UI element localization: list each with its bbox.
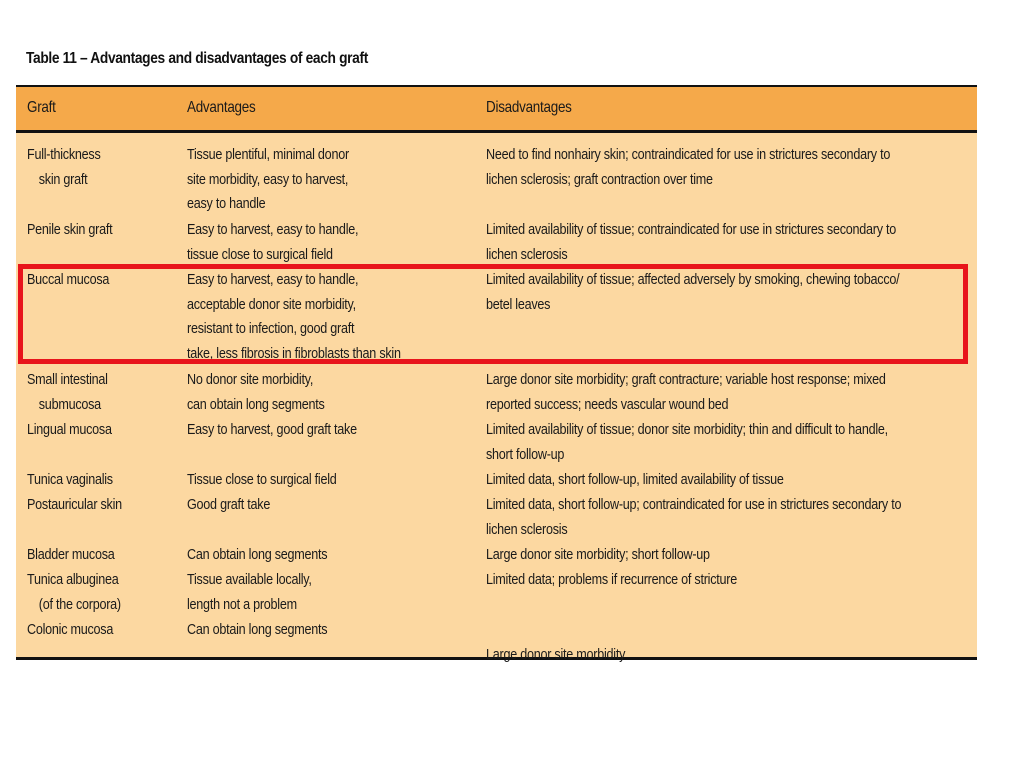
cell-advantages	[187, 368, 325, 417]
cell-line: lichen sclerosis	[486, 520, 568, 538]
cell-line: lichen sclerosis; graft contraction over time	[486, 170, 713, 188]
cell-graft	[27, 493, 122, 518]
cell-line: acceptable donor site morbidity,	[187, 295, 356, 313]
cell-advantages	[187, 143, 349, 217]
cell-line: Tunica albuginea	[27, 571, 119, 588]
cell-line: Large donor site morbidity; short follow-up	[486, 546, 710, 563]
cell-line: Limited data; problems if recurrence of stricture	[486, 571, 737, 588]
cell-line: betel leaves	[486, 295, 551, 313]
cell-graft	[27, 468, 113, 493]
table-title: Table 11 – Advantages and disadvantages of each graft	[26, 50, 368, 67]
cell-line: Bladder mucosa	[27, 546, 115, 563]
cell-line: tissue close to surgical field	[187, 245, 333, 263]
cell-disadvantages	[486, 218, 896, 267]
cell-line: easy to handle	[187, 195, 266, 213]
cell-advantages	[187, 618, 327, 643]
cell-line: Limited data, short follow-up, limited availability of tissue	[486, 471, 784, 488]
cell-disadvantages	[486, 368, 886, 417]
cell-line: length not a problem	[187, 595, 297, 613]
header-disadvantages: Disadvantages	[486, 99, 572, 116]
cell-line: Easy to harvest, easy to handle,	[187, 271, 359, 288]
cell-line: can obtain long segments	[187, 395, 325, 413]
cell-disadvantages	[486, 268, 899, 317]
cell-advantages	[187, 493, 270, 518]
cell-advantages	[187, 568, 312, 617]
header-advantages: Advantages	[187, 99, 256, 116]
cell-line: take, less fibrosis in fibroblasts than skin	[187, 345, 401, 363]
cell-advantages	[187, 218, 358, 267]
cell-disadvantages	[486, 543, 710, 568]
cell-line: Penile skin graft	[27, 221, 113, 238]
cell-line: Limited availability of tissue; contraindicated for use in strictures secondary to	[486, 221, 897, 238]
cell-disadvantages	[486, 618, 625, 667]
cell-advantages	[187, 468, 337, 493]
cell-line: (of the corpora)	[38, 595, 121, 613]
cell-line: No donor site morbidity,	[187, 371, 314, 388]
cell-advantages	[187, 543, 327, 568]
cell-line: Full-thickness	[27, 146, 101, 163]
cell-graft	[27, 618, 113, 643]
cell-line: Limited data, short follow-up; contraindicated for use in strictures secondary to	[486, 496, 902, 513]
cell-disadvantages	[486, 418, 888, 467]
cell-graft	[27, 418, 112, 443]
cell-line: short follow-up	[486, 445, 565, 463]
cell-line	[486, 618, 625, 643]
cell-line: site morbidity, easy to harvest,	[187, 170, 349, 188]
cell-line: Good graft take	[187, 496, 271, 513]
cell-disadvantages	[486, 568, 737, 593]
cell-line: Can obtain long segments	[187, 621, 328, 638]
cell-line: reported success; needs vascular wound bed	[486, 395, 729, 413]
cell-line: Easy to harvest, easy to handle,	[187, 221, 359, 238]
cell-graft	[27, 143, 101, 192]
cell-line: Lingual mucosa	[27, 421, 112, 438]
graft-table	[16, 85, 977, 663]
cell-line: lichen sclerosis	[486, 245, 568, 263]
cell-line: Tissue close to surgical field	[187, 471, 337, 488]
cell-line: Colonic mucosa	[27, 621, 114, 638]
cell-line: Small intestinal	[27, 371, 108, 388]
cell-line: Can obtain long segments	[187, 546, 328, 563]
cell-disadvantages	[486, 493, 901, 542]
cell-graft	[27, 543, 115, 568]
cell-advantages	[187, 268, 401, 367]
table-header	[16, 87, 977, 133]
cell-line: Need to find nonhairy skin; contraindicated for use in strictures secondary to	[486, 146, 891, 163]
cell-line: Tissue available locally,	[187, 571, 312, 588]
cell-line: Large donor site morbidity; graft contracture; variable host response; mixed	[486, 371, 886, 388]
cell-line: Easy to harvest, good graft take	[187, 421, 357, 438]
header-graft: Graft	[27, 99, 56, 116]
cell-disadvantages	[486, 143, 890, 192]
cell-graft	[27, 268, 109, 293]
cell-line: resistant to infection, good graft	[187, 320, 355, 338]
cell-line: Postauricular skin	[27, 496, 122, 513]
cell-line: Buccal mucosa	[27, 271, 110, 288]
cell-line: Limited availability of tissue; donor site morbidity; thin and difficult to handle,	[486, 421, 888, 438]
cell-graft	[27, 368, 108, 417]
cell-graft	[27, 218, 112, 243]
cell-advantages	[187, 418, 357, 443]
cell-line: Tunica vaginalis	[27, 471, 113, 488]
cell-line: submucosa	[38, 395, 101, 413]
cell-line: Tissue plentiful, minimal donor	[187, 146, 349, 163]
cell-disadvantages	[486, 468, 784, 493]
cell-line: Limited availability of tissue; affected adversely by smoking, chewing tobacco/	[486, 271, 900, 288]
cell-graft	[27, 568, 121, 617]
cell-line: skin graft	[38, 170, 88, 188]
cell-line: Large donor site morbidity	[486, 645, 626, 663]
